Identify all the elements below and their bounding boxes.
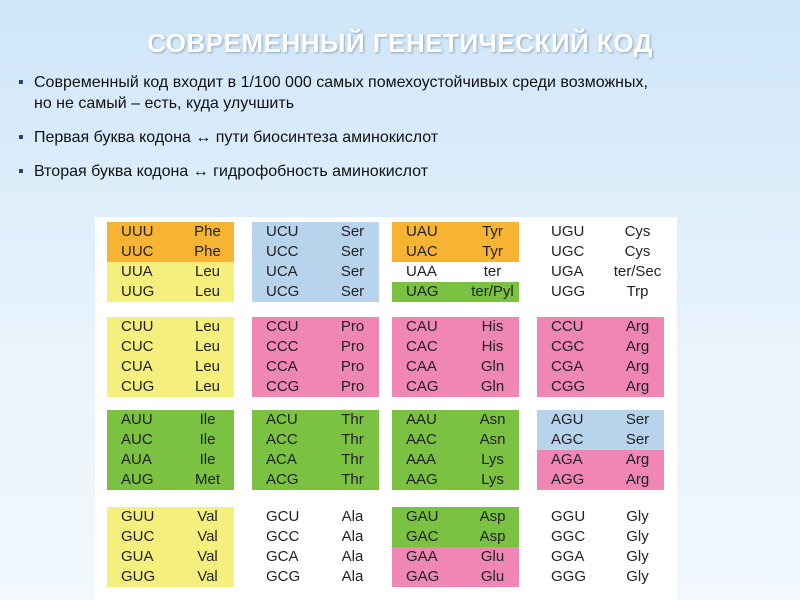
- amino-acid-label: Asp: [479, 508, 506, 525]
- codon-label: AAU: [406, 411, 437, 428]
- codon-row: [252, 262, 379, 282]
- codon-block: [392, 507, 519, 587]
- bullet-text: Первая буква кодона ↔ пути биосинтеза аминокислот: [34, 129, 439, 146]
- codon-label: AGU: [551, 411, 584, 428]
- codon-row: [392, 357, 519, 377]
- amino-acid-label: Pro: [340, 378, 365, 395]
- codon-row: [252, 567, 379, 587]
- amino-acid-label: Ser: [625, 411, 650, 428]
- codon-row: [107, 317, 234, 337]
- bullet-text: Современный код входит в 1/100 000 самых помехоустойчивых среди возможных, но не самый – есть, куда улучшить: [34, 74, 648, 112]
- codon-row: [537, 317, 664, 337]
- amino-acid-label: Gly: [626, 548, 649, 565]
- codon-row: [392, 282, 519, 302]
- codon-block: [252, 222, 379, 302]
- codon-row: [392, 507, 519, 527]
- amino-acid-label: Phe: [194, 243, 221, 260]
- codon-block: [537, 317, 664, 397]
- codon-label: AAC: [406, 431, 437, 448]
- codon-row: [537, 262, 664, 282]
- codon-row: [392, 377, 519, 397]
- codon-row: [392, 470, 519, 490]
- codon-label: GCA: [266, 548, 299, 565]
- codon-label: GCC: [266, 528, 300, 545]
- codon-label: UCA: [266, 263, 298, 280]
- amino-acid-label: Ser: [340, 243, 365, 260]
- codon-row: [537, 567, 664, 587]
- codon-row: [537, 470, 664, 490]
- codon-label: GUA: [121, 548, 154, 565]
- codon-label: GAG: [406, 568, 440, 585]
- codon-label: UUU: [121, 223, 154, 240]
- codon-label: AGG: [551, 471, 585, 488]
- codon-label: CCU: [551, 318, 584, 335]
- amino-acid-label: Ser: [625, 431, 650, 448]
- amino-acid-label: Leu: [194, 318, 221, 335]
- codon-label: UCU: [266, 223, 299, 240]
- codon-row: [537, 410, 664, 430]
- codon-row: [107, 337, 234, 357]
- amino-acid-label: Ile: [199, 411, 216, 428]
- codon-row: [252, 242, 379, 262]
- codon-row: [392, 410, 519, 430]
- amino-acid-label: Ser: [340, 263, 365, 280]
- codon-row: [537, 430, 664, 450]
- codon-label: UUG: [121, 283, 155, 300]
- codon-label: GAC: [406, 528, 439, 545]
- codon-row: [392, 547, 519, 567]
- codon-block: [392, 222, 519, 302]
- codon-row: [252, 430, 379, 450]
- amino-acid-label: Ile: [199, 451, 216, 468]
- codon-label: CGG: [551, 378, 586, 395]
- amino-acid-label: Arg: [625, 318, 650, 335]
- amino-acid-label: Asn: [479, 411, 506, 428]
- amino-acid-label: Thr: [341, 431, 364, 448]
- codon-label: CCU: [266, 318, 299, 335]
- amino-acid-label: Leu: [194, 283, 221, 300]
- codon-label: CUA: [121, 358, 153, 375]
- codon-table: [95, 217, 677, 600]
- codon-label: ACG: [266, 471, 299, 488]
- amino-acid-label: Gly: [626, 568, 649, 585]
- codon-row: [252, 527, 379, 547]
- amino-acid-label: Ser: [340, 223, 365, 240]
- codon-block: [107, 410, 234, 490]
- amino-acid-label: Arg: [625, 471, 650, 488]
- codon-label: UUC: [121, 243, 154, 260]
- codon-label: GCU: [266, 508, 300, 525]
- codon-row: [537, 377, 664, 397]
- codon-label: UCG: [266, 283, 300, 300]
- amino-acid-label: Leu: [194, 263, 221, 280]
- codon-row: [107, 430, 234, 450]
- codon-row: [537, 547, 664, 567]
- amino-acid-label: Glu: [480, 568, 505, 585]
- codon-row: [107, 470, 234, 490]
- codon-label: GAU: [406, 508, 439, 525]
- codon-row: [537, 450, 664, 470]
- codon-row: [252, 547, 379, 567]
- codon-label: CAU: [406, 318, 438, 335]
- codon-label: GGC: [551, 528, 586, 545]
- amino-acid-label: ter: [483, 263, 502, 280]
- codon-label: GGG: [551, 568, 587, 585]
- amino-acid-label: Arg: [625, 358, 650, 375]
- amino-acid-label: ter/Sec: [613, 263, 662, 280]
- codon-label: CGA: [551, 358, 584, 375]
- codon-label: ACU: [266, 411, 298, 428]
- codon-label: CAG: [406, 378, 439, 395]
- codon-label: CUG: [121, 378, 155, 395]
- codon-label: UGG: [551, 283, 586, 300]
- codon-label: UGC: [551, 243, 585, 260]
- amino-acid-label: Arg: [625, 338, 650, 355]
- codon-row: [107, 222, 234, 242]
- codon-label: UUA: [121, 263, 153, 280]
- codon-block: [107, 222, 234, 302]
- codon-label: GGU: [551, 508, 586, 525]
- codon-row: [252, 337, 379, 357]
- codon-row: [107, 507, 234, 527]
- codon-label: AAA: [406, 451, 437, 468]
- codon-label: GUC: [121, 528, 155, 545]
- codon-label: AUC: [121, 431, 153, 448]
- bullet-marker-icon: ▪: [18, 129, 24, 146]
- amino-acid-label: Tyr: [482, 243, 503, 260]
- amino-acid-label: Gly: [626, 528, 649, 545]
- codon-block: [392, 410, 519, 490]
- amino-acid-label: Lys: [481, 471, 504, 488]
- bullet-text: Вторая буква кодона ↔ гидрофобность аминокислот: [34, 163, 429, 180]
- codon-label: CCC: [266, 338, 299, 355]
- amino-acid-label: Leu: [194, 338, 221, 355]
- codon-row: [252, 357, 379, 377]
- amino-acid-label: Ala: [341, 528, 364, 545]
- amino-acid-label: Val: [197, 528, 218, 545]
- codon-row: [252, 317, 379, 337]
- amino-acid-label: Leu: [194, 358, 221, 375]
- codon-label: UGA: [551, 263, 584, 280]
- bullet-item: [14, 127, 800, 148]
- amino-acid-label: Val: [197, 508, 218, 525]
- codon-label: CCA: [266, 358, 298, 375]
- codon-label: AGA: [551, 451, 583, 468]
- codon-label: GGA: [551, 548, 585, 565]
- codon-row: [392, 430, 519, 450]
- codon-row: [392, 567, 519, 587]
- codon-block: [252, 410, 379, 490]
- codon-row: [252, 222, 379, 242]
- codon-row: [252, 377, 379, 397]
- codon-block: [537, 507, 664, 587]
- codon-label: GUG: [121, 568, 156, 585]
- codon-row: [107, 450, 234, 470]
- codon-row: [392, 242, 519, 262]
- codon-row: [107, 357, 234, 377]
- amino-acid-label: His: [481, 338, 504, 355]
- codon-label: UAU: [406, 223, 438, 240]
- codon-row: [392, 222, 519, 242]
- amino-acid-label: Asn: [479, 431, 506, 448]
- amino-acid-label: Pro: [340, 338, 365, 355]
- codon-row: [537, 337, 664, 357]
- codon-row: [107, 567, 234, 587]
- slide-title: СОВРЕМЕННЫЙ ГЕНЕТИЧЕСКИЙ КОД: [147, 28, 653, 58]
- amino-acid-label: Pro: [340, 358, 365, 375]
- amino-acid-label: ter/Pyl: [471, 283, 514, 300]
- amino-acid-label: His: [481, 318, 504, 335]
- amino-acid-label: Ala: [341, 568, 364, 585]
- codon-block: [252, 317, 379, 397]
- codon-row: [537, 222, 664, 242]
- codon-row: [252, 507, 379, 527]
- amino-acid-label: Glu: [480, 548, 505, 565]
- amino-acid-label: Lys: [481, 451, 504, 468]
- amino-acid-label: Leu: [194, 378, 221, 395]
- codon-label: AGC: [551, 431, 584, 448]
- codon-label: GUU: [121, 508, 155, 525]
- amino-acid-label: Arg: [625, 378, 650, 395]
- codon-label: GAA: [406, 548, 438, 565]
- amino-acid-label: Arg: [625, 451, 650, 468]
- amino-acid-label: Thr: [341, 411, 364, 428]
- amino-acid-label: Gly: [626, 508, 649, 525]
- codon-label: UGU: [551, 223, 585, 240]
- codon-row: [107, 377, 234, 397]
- amino-acid-label: Ser: [340, 283, 365, 300]
- codon-label: UCC: [266, 243, 299, 260]
- codon-label: AUA: [121, 451, 152, 468]
- codon-label: AUU: [121, 411, 153, 428]
- codon-label: ACC: [266, 431, 298, 448]
- codon-label: GCG: [266, 568, 301, 585]
- codon-row: [392, 527, 519, 547]
- codon-label: ACA: [266, 451, 297, 468]
- codon-row: [252, 282, 379, 302]
- codon-label: CAC: [406, 338, 438, 355]
- codon-row: [537, 507, 664, 527]
- amino-acid-label: Ile: [199, 431, 216, 448]
- codon-row: [107, 242, 234, 262]
- codon-row: [107, 282, 234, 302]
- amino-acid-label: Phe: [194, 223, 221, 240]
- codon-row: [107, 262, 234, 282]
- amino-acid-label: Thr: [341, 471, 364, 488]
- codon-row: [252, 450, 379, 470]
- amino-acid-label: Gln: [480, 358, 505, 375]
- codon-block: [107, 317, 234, 397]
- amino-acid-label: Cys: [624, 243, 651, 260]
- codon-row: [107, 547, 234, 567]
- codon-row: [107, 527, 234, 547]
- amino-acid-label: Val: [197, 568, 218, 585]
- codon-label: CUC: [121, 338, 154, 355]
- codon-row: [252, 470, 379, 490]
- codon-block: [252, 507, 379, 587]
- codon-block: [107, 507, 234, 587]
- codon-label: CCG: [266, 378, 300, 395]
- amino-acid-label: Ala: [341, 508, 364, 525]
- codon-row: [392, 317, 519, 337]
- codon-label: AAG: [406, 471, 438, 488]
- amino-acid-label: Pro: [340, 318, 365, 335]
- codon-row: [392, 450, 519, 470]
- amino-acid-label: Asp: [479, 528, 506, 545]
- codon-row: [537, 282, 664, 302]
- codon-row: [107, 410, 234, 430]
- amino-acid-label: Tyr: [482, 223, 503, 240]
- bullet-list: [14, 72, 800, 182]
- codon-row: [537, 357, 664, 377]
- codon-label: CAA: [406, 358, 437, 375]
- codon-label: UAA: [406, 263, 437, 280]
- bullet-marker-icon: ▪: [18, 74, 24, 91]
- codon-row: [537, 242, 664, 262]
- bullet-item: [14, 72, 800, 114]
- amino-acid-label: Trp: [626, 283, 649, 300]
- amino-acid-label: Thr: [341, 451, 364, 468]
- codon-label: UAG: [406, 283, 439, 300]
- amino-acid-label: Met: [194, 471, 220, 488]
- codon-block: [537, 222, 664, 302]
- codon-row: [252, 410, 379, 430]
- amino-acid-label: Val: [197, 548, 218, 565]
- bullet-item: [14, 161, 800, 182]
- codon-label: AUG: [121, 471, 154, 488]
- codon-block: [537, 410, 664, 490]
- codon-label: UAC: [406, 243, 438, 260]
- codon-label: CUU: [121, 318, 154, 335]
- codon-row: [392, 337, 519, 357]
- codon-block: [392, 317, 519, 397]
- codon-row: [537, 527, 664, 547]
- amino-acid-label: Gln: [480, 378, 505, 395]
- amino-acid-label: Ala: [341, 548, 364, 565]
- codon-label: CGC: [551, 338, 585, 355]
- amino-acid-label: Cys: [624, 223, 651, 240]
- bullet-marker-icon: ▪: [18, 163, 24, 180]
- codon-row: [392, 262, 519, 282]
